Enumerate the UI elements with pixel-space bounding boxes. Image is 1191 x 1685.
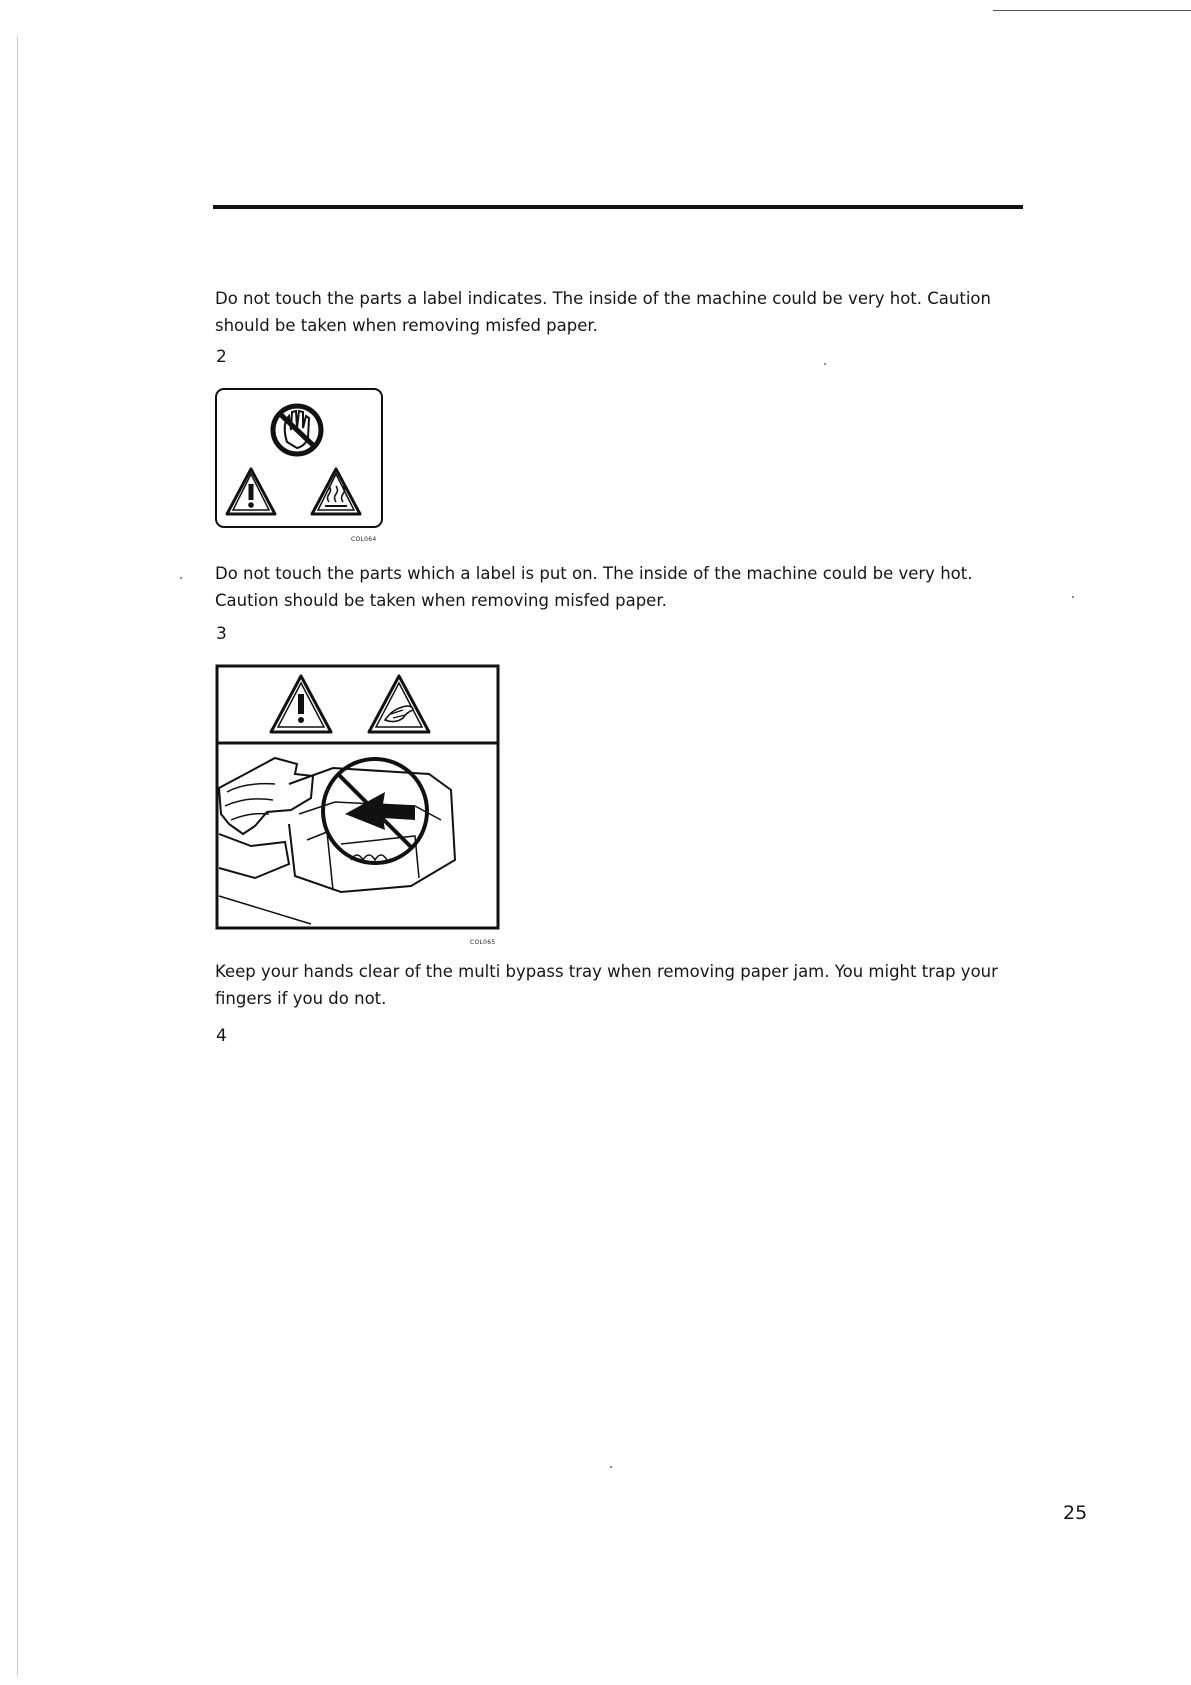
item-number-4: 4 bbox=[216, 1026, 227, 1046]
item-number-2: 2 bbox=[216, 347, 227, 367]
figure-hot-parts-label bbox=[213, 386, 387, 541]
figure-code-2: COL065 bbox=[470, 939, 496, 946]
page-number: 25 bbox=[1063, 1502, 1088, 1524]
figure-code-1: COL064 bbox=[351, 536, 377, 543]
scan-speck bbox=[180, 577, 182, 579]
figure-bypass-tray-label bbox=[215, 664, 500, 948]
do-not-touch-hand-icon bbox=[273, 406, 321, 454]
item-number-3: 3 bbox=[216, 624, 227, 644]
scan-edge-line bbox=[17, 36, 18, 1676]
caution-paragraph-3: Keep your hands clear of the multi bypass tray when removing paper jam. You might trap your fingers if you do not. bbox=[215, 962, 998, 1008]
caution-paragraph-2: Do not touch the parts which a label is put on. The inside of the machine could be very hot. Caution should be taken when removing misfed paper. bbox=[215, 564, 973, 610]
scan-speck bbox=[824, 363, 826, 365]
section-rule bbox=[213, 205, 1023, 209]
scan-speck bbox=[610, 1466, 612, 1468]
caution-paragraph-1: Do not touch the parts a label indicates. The inside of the machine could be very hot. Caution should be taken when removing misfed paper. bbox=[215, 289, 991, 335]
top-right-rule bbox=[993, 10, 1191, 11]
scan-speck bbox=[1072, 596, 1074, 598]
